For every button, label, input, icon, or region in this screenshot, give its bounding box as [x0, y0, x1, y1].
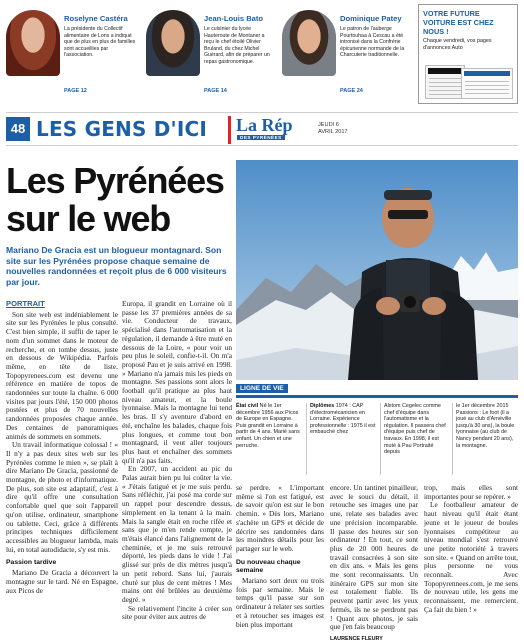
ldv-col-2: [310, 403, 376, 436]
portrait-photo: [282, 10, 336, 76]
issue-date-day: JEUDI 6: [318, 122, 339, 128]
article-column-2: [122, 300, 232, 622]
section-header: [6, 112, 518, 146]
ldv-text: Alstom Cegelec comme chef d'équipe dans l'automatisme et la régulation. Il passera chef d'équipe puis chef de travaux. En 1998, il est muté à Pau Portraité depuis: [384, 403, 446, 456]
teaser-page[interactable]: PAGE 24: [340, 88, 363, 94]
ligne-de-vie-title: LIGNE DE VIE: [236, 384, 288, 393]
paragraph: Se relativement l'incite à créer son site pour éviter aux autres de: [122, 603, 232, 622]
article-column-5: [424, 484, 518, 615]
paragraph: encore. Un tantinet pinailleur, avec le souci du détail, il retouche ses images une par une, relate ses balades avec une précision incomparable. Il passe des heures sur son ordinateur ! En tout, ce sont plus de 20 000 heures de travail consacrées à son site en dix ans. « Mais les gens me sont reconnaissants. Un itinéraire GPS sur mon site est totalement fiable. Ils peuvent partir avec les yeux fermés, ils ne se perdront pas ! Quant aux photos, je sais que j'en fais beaucoup: [330, 483, 418, 632]
teaser-text: Le patron de l'auberge Pourtouhaa à Cescau a été intronisé dans la Confrérie épicurienne normande de la Charcuterie traditionnelle.: [340, 26, 405, 59]
newspaper-thumb-rep: [461, 68, 513, 99]
issue-date: [318, 122, 348, 136]
paragraph: Mariano De Gracia a découvert la montagne sur le tard. Né en Espagne, aux Picos de: [6, 568, 118, 595]
paragraph: Le footballeur amateur de haut niveau qu'il était étant jeune et le joueur de boules lyonnaises compétiteur au niveau mondial s'est retrouvé une petite notoriété à travers son site. « Quand on arrête tout, plus personne ne vous reconnaît. Avec Topopyrennees.com, je me sens de nouveau utile, les gens me reconnaissent, me remercient. Ça fait du bien ! »: [424, 500, 518, 614]
ldv-text: le 1er décembre 2015 Passions : Le foot (il a joué au club d'Arnéville jusqu'à 30 ans), la boule lyonnaise (au club de Nancy pendant 20 ans), la montagne.: [456, 403, 515, 449]
paragraph: se perdre. « L'important même si l'on est fatigué, est de savoir qu'on est sur le bon chemin. » Dès lors, Mariano s'achète un GPS et décide de décrire ses randonnées dans les moindres détails pour les partager sur le web.: [236, 483, 324, 553]
article-column-4: [330, 484, 418, 644]
headline-line-1: Les Pyrénées: [6, 160, 224, 201]
subheading: Du nouveau chaque semaine: [236, 558, 301, 575]
auto-ad-box[interactable]: [418, 4, 518, 104]
logo-sub: DES PYRÉNÉES: [237, 135, 285, 140]
teaser-person-3[interactable]: [282, 6, 412, 96]
ad-text: Chaque vendredi, vos pages d'annonces Auto: [423, 38, 492, 51]
teaser-name: Roselyne Castéra: [64, 14, 128, 23]
divider: [452, 403, 453, 475]
portrait-photo: [146, 10, 200, 76]
newspaper-thumbnails: [425, 65, 513, 99]
mountain-photo-illustration: [236, 160, 518, 380]
section-title: LES GENS D'ICI: [36, 117, 208, 141]
logo-main: La Rép: [236, 115, 293, 135]
ldv-col-1: [236, 403, 302, 449]
author-credit: LAURENCE FLEURY: [330, 635, 383, 642]
article-kicker: PORTRAIT: [6, 299, 45, 308]
paragraph: Un travail informatique colossal ! « Il n'y a pas deux sites web sur les Pyrénées comme le mien », se plaît à dire Mariano De Gracia, passionné de montagne, de photo et d'informatique. De plus, son site est adaptatif, c'est à dire qu'il offre une consultation confortable quel que soit l'appareil qu'on utilise, ordinateur, smartphone ou tablette. Ceci, grâce à différents principes techniques difficilement accessibles au blogueur lambda, mais lui, en total autodidacte, s'y est mis.: [6, 440, 118, 554]
article-column-3: [236, 484, 324, 629]
paragraph: Europa, il grandit en Lorraine où il passe les 37 premières années de sa vie. Conducteur de travaux, spécialisé dans l'automatisation et la régulation, il demande à être muté en dessous de la Loire, « pour voir un peu plus le soleil, confie-t-il. On m'a proposé Pau et je suis arrivé en 1998. » Mariano n'a jamais mis les pieds en montagne. Ses passions sont alors le football qu'il pratique au plus haut niveau amateur, et la boule lyonnaise. Mais la montagne lui tend les bras. Il s'y aventure d'abord en été, enchaîne les balades, chaque fois plus longues, et comme tout bon montagnard, il veut aller toujours plus haut et enchaîner des sommets qu'il n'a pas faits.: [122, 299, 232, 465]
teaser-page[interactable]: PAGE 12: [64, 88, 87, 94]
teaser-name: Dominique Patey: [340, 14, 402, 23]
newspaper-thumb-auto: [425, 65, 465, 99]
headline-line-2: sur le web: [6, 198, 171, 239]
portrait-photo: [6, 10, 60, 76]
paragraph: Mariano sort deux ou trois fois par semaine. Mais le temps qu'il passe sur son ordinateur à relater ses sorties et à retoucher ses images est bien plus important: [236, 576, 324, 629]
issue-date-month: AVRIL 2017: [318, 129, 348, 135]
paragraph: trop, mais elles sont importantes pour se repérer. »: [424, 483, 518, 501]
teaser-person-1[interactable]: [6, 6, 136, 96]
ldv-text: Né le 1er décembre 1956 aux Picos de Europe en Espagne. Puis grandit en Lorraine à partir de 4 ans. Marié sans enfant. Un chien et une perruche.: [236, 403, 300, 449]
teaser-name: Jean-Louis Bato: [204, 14, 264, 23]
hero-photo: [236, 160, 518, 380]
divider: [380, 403, 381, 475]
article-lede: Mariano De Gracia est un blogueur montagnard. Son site sur les Pyrénées propose chaque semaine de nouvelles randonnées et reçoit plus de 6 000 visiteurs par jour.: [6, 245, 227, 287]
teaser-text: Le cuisinier du lycée Hauteroute de Montaner a reçu le chef étoilé Olivier Bruland, du chez Michel Guérard, afin de préparer un repas gastronomique.: [204, 26, 270, 65]
divider: [236, 395, 518, 398]
ad-headline: VOTRE FUTURE VOITURE EST CHEZ NOUS !: [423, 9, 494, 36]
article-column-1: [6, 300, 118, 595]
subheading: Passion tardive: [6, 559, 57, 567]
ldv-label: Diplômes: [310, 403, 335, 409]
paragraph: En 2007, un accident au pic du Palas aurait bien pu lui coûter la vie. « J'étais fatigué et je me suis perdu. Sans réfléchir, j'ai posé ma corde sur un rappel pour descendre dessus, simplement en la tenant à la main. Mais la sangle était en roche rifée et sans que je m'en rende compte, je m'étais élancé dans l'alignement de la cheminée, et je me suis retrouvé déporté, les pieds dans le vide ! J'ai glissé sur près de dix mètres jusqu'à un petit rebord. Sans lui, j'aurais chuté sur plus de cent mètres ! Mes mains ont été brûlées au deuxième degré. »: [122, 464, 232, 604]
ldv-text: 1974 : CAP d'électromécanicien en Lorraine. Expérience professionnelle : 1975 il est embauché chez: [310, 403, 376, 436]
divider: [306, 403, 307, 475]
newspaper-logo[interactable]: [228, 116, 306, 144]
teaser-text: La présidente du Collectif alimentaire de Lons a indiqué que de plus en plus de familles sont accueillies par l'association.: [64, 26, 136, 59]
article-headline: [6, 162, 230, 238]
teaser-strip: [6, 4, 518, 106]
ldv-col-3: [384, 403, 450, 456]
teaser-person-2[interactable]: [146, 6, 276, 96]
teaser-page[interactable]: PAGE 14: [204, 88, 227, 94]
ldv-label: État civil: [236, 403, 259, 409]
paragraph: Son site web est indéniablement le site sur les Pyrénées le plus consulté. C'est bien simple, il suffit de taper le nom d'un sommet dans le moteur de recherche, et on tombe dessus, juste en dessous de Wikipédia. Parfois même, en tête de liste. Topopyrenees.com est devenu une référence en matière de topos de randonnées sur toute la chaîne. 6 000 visites par jours l'été, 150 000 photos postées et plus de 70 nouvelles randonnées proposées chaque année. Des centaines de panoramiques animés de sommets en sommets.: [6, 309, 118, 441]
ligne-de-vie-box: [236, 384, 518, 480]
page-number: 48: [6, 117, 30, 141]
ldv-col-4: [456, 403, 518, 449]
